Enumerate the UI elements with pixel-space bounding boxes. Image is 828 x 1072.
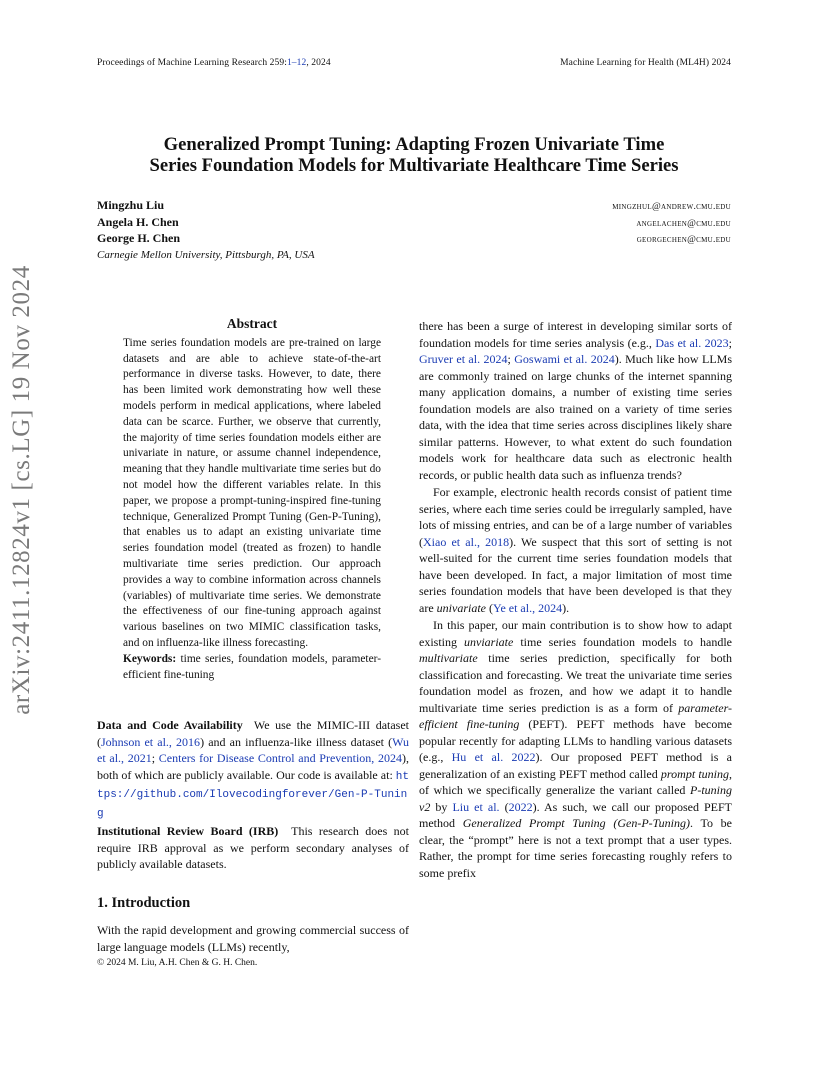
- copyright-footer: © 2024 M. Liu, A.H. Chen & G. H. Chen.: [97, 958, 258, 968]
- citation-link[interactable]: Wu et al., 2021: [97, 734, 409, 765]
- author-block: [97, 197, 315, 263]
- intro-right-column: [419, 318, 732, 881]
- page-range-link[interactable]: 1–12: [286, 58, 307, 68]
- author-email: georgechen@cmu.edu: [636, 235, 731, 245]
- citation-link[interactable]: Johnson et al., 2016: [101, 734, 201, 749]
- citation-link[interactable]: Goswami et al. 2024: [514, 352, 615, 366]
- author-name: George H. Chen: [97, 231, 180, 245]
- abstract: [123, 316, 381, 683]
- author-name: Mingzhu Liu: [97, 198, 165, 212]
- affiliation: Carnegie Mellon University, Pittsburgh, PA, USA: [97, 248, 315, 261]
- citation-link[interactable]: 2022: [508, 799, 533, 814]
- intro-paragraph-start: With the rapid development and growing commercial success of large language models (LLMs) recently,: [97, 923, 409, 954]
- abstract-heading: Abstract: [226, 316, 278, 331]
- paragraph: In this paper, our main contribution is to show how to adapt existing unviariate time series foundation models to handle multivariate time series prediction, specifically for both classification and forecasting. We treat the univariate time series foundation model as frozen, and how we adapt it to handle multivariate time series prediction is as a form of parameter-efficient fine-tuning (PEFT). PEFT methods have become popular recently for adapting LLMs to handling various datasets (e.g., Hu et al. 2022). Our proposed PEFT method is a generalization of an existing PEFT method called prompt tuning, of which we specifically generalize the variant called P-tuning v2 by Liu et al. (2022). As such, we call our proposed PEFT method Generalized Prompt Tuning (Gen-P-Tuning). To be clear, the “prompt” here is not a text prompt that a user types. Rather, the prompt for time series forecasting roughly refers to some prefix: [419, 618, 733, 880]
- paper-title: Generalized Prompt Tuning: Adapting Frozen Univariate Time Series Foundation Models for Multivariate Healthcare Time Series: [149, 134, 679, 176]
- citation-link[interactable]: Das et al. 2023: [655, 335, 729, 350]
- irb-statement: Institutional Review Board (IRB) This research does not require IRB approval as we perform secondary analyses of publicly available datasets.: [97, 824, 409, 871]
- author-email: mingzhul@andrew.cmu.edu: [612, 202, 731, 212]
- citation-link[interactable]: Ye et al., 2024: [492, 600, 563, 615]
- code-url-link[interactable]: https://github.com/Ilovecodingforever/Gen-P-Tuning: [97, 770, 409, 820]
- citation-link[interactable]: Hu et al. 2022: [451, 750, 536, 764]
- paragraph: there has been a surge of interest in developing similar sorts of foundation models for time series analysis (e.g., Das et al. 2023; Gruver et al. 2024; Goswami et al. 2024). Much like how LLMs are commonly trained on large chunks of the internet spanning many application domains, a number of existing time series foundation models are also trained on a variety of time series data, with the idea that time series across disciplines likely share similar patterns. However, to what extent do such foundation models work for healthcare data such as electronic health records, or public health data such as influenza trends?: [419, 319, 733, 482]
- citation-link[interactable]: Xiao et al., 2018: [423, 534, 510, 549]
- running-header-right: Machine Learning for Health (ML4H) 2024: [560, 58, 731, 68]
- citation-link[interactable]: Gruver et al. 2024: [419, 352, 508, 366]
- paragraph: For example, electronic health records consist of patient time series, where each time series could be irregularly sampled, have lots of missing entries, and can be of a large number of variables (Xiao et al., 2018). We suspect that this sort of setting is not well-suited for the current time series foundation models that have been developed. In fact, a major limitation of most time series foundation models that have been developed is that they are univariate (Ye et al., 2024).: [419, 485, 732, 615]
- running-header-left: Proceedings of Machine Learning Research 259:1–12, 2024: [97, 58, 331, 68]
- section-heading: 1. Introduction: [97, 895, 191, 911]
- citation-link[interactable]: Centers for Disease Control and Prevention, 2024: [158, 751, 402, 765]
- keywords: Keywords: time series, foundation models, parameter-efficient fine-tuning: [123, 652, 381, 681]
- author-name: Angela H. Chen: [97, 214, 179, 229]
- author-email: angelachen@cmu.edu: [636, 218, 731, 229]
- abstract-text: Time series foundation models are pre-trained on large datasets and are able to achieve state-of-the-art performance in diverse tasks. However, to date, there has been limited work demonstrating how well these models perform in medical applications, where labeled data can be scarce. Further, we observe that currently, the majority of time series foundation models either are univariate in nature, or assume channel independence, meaning that they handle multivariate time series but do not model how the different variables relate. In this paper, we propose a prompt-tuning-inspired fine-tuning technique, Generalized Prompt Tuning (Gen-P-Tuning), that enables us to adapt an existing univariate time series foundation model (treated as frozen) to handle multivariate time series prediction. Our approach provides a way to combine information across channels (variables) of multivariate time series. We demonstrate the effectiveness of our fine-tuning approach against various baselines on two MIMIC classification tasks, and on influenza-like illness forecasting.: [123, 336, 381, 649]
- citation-link[interactable]: Liu et al.: [452, 799, 500, 814]
- author-emails: [612, 199, 731, 249]
- data-availability: Data and Code Availability We use the MIMIC-III dataset (Johnson et al., 2016) and an influenza-like illness dataset (Wu et al., 2021; Centers for Disease Control and Prevention, 2024), both of which are publicly available. Our code is available at: https://github.com/Ilovecodingforever/Gen-P-Tuning: [97, 718, 410, 820]
